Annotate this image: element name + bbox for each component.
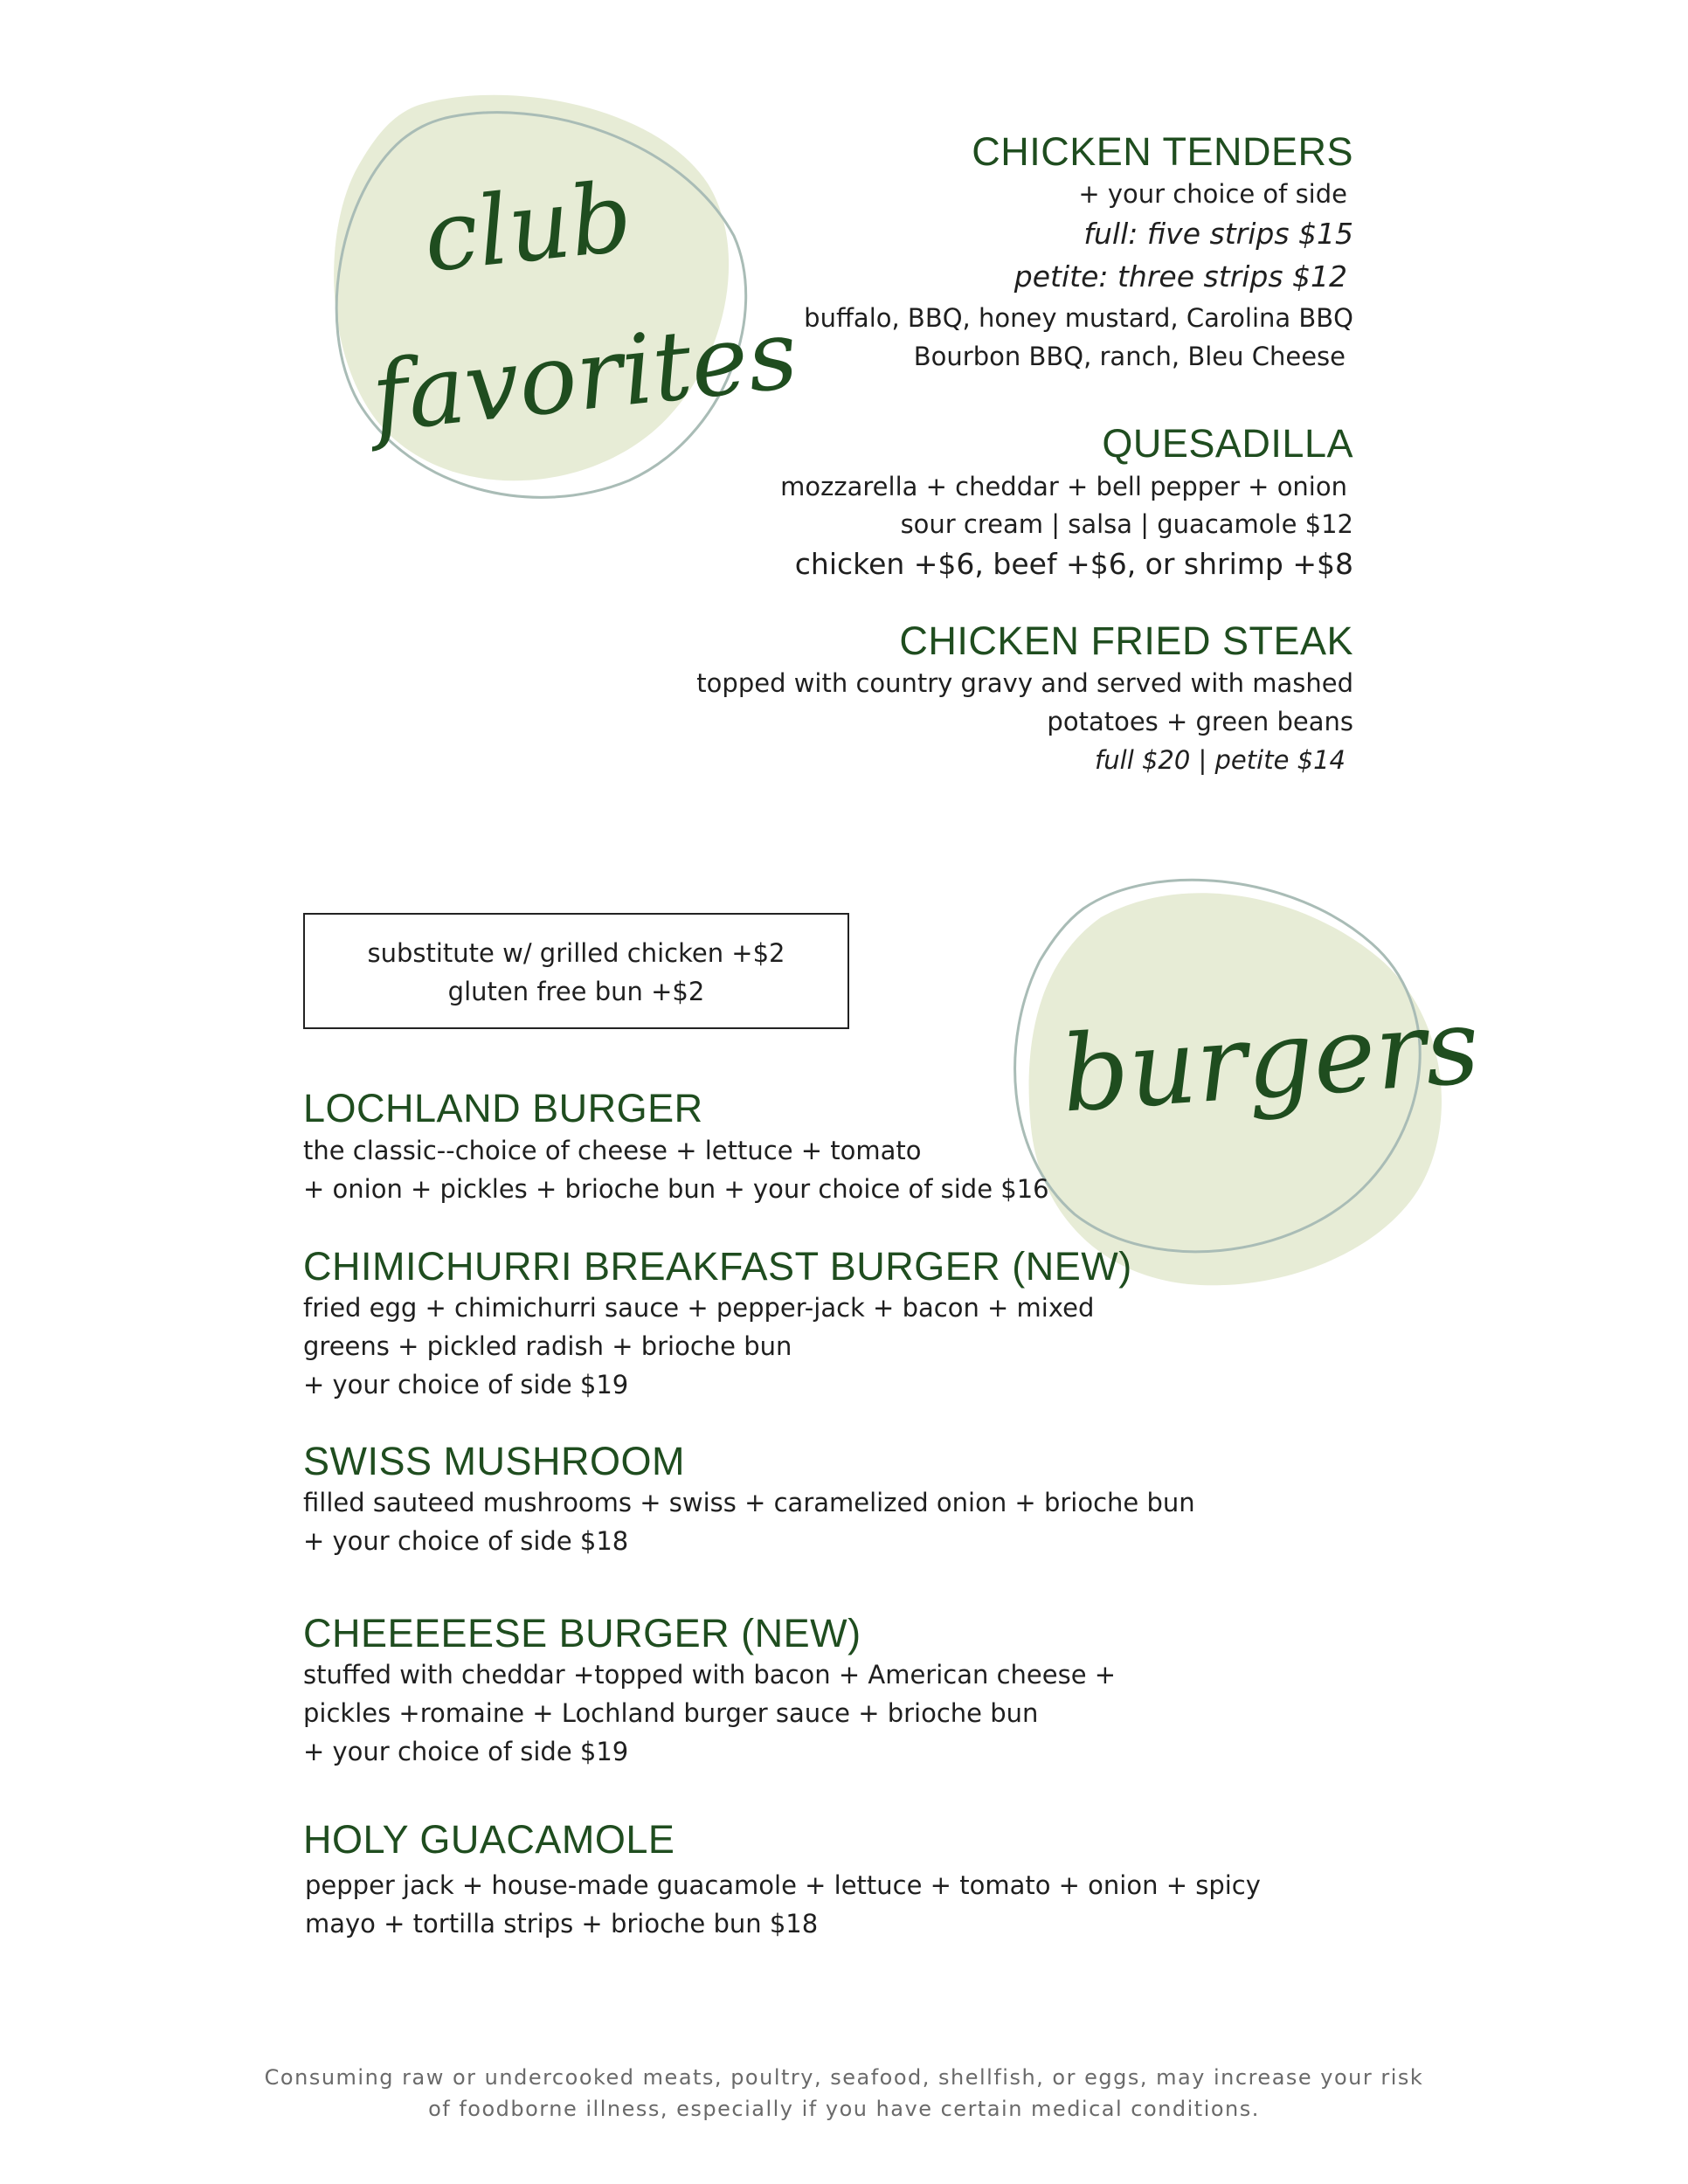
- item-line: pickles +romaine + Lochland burger sauce + brioche bun: [303, 1698, 1039, 1728]
- item-line: filled sauteed mushrooms + swiss + caramelized onion + brioche bun: [303, 1488, 1195, 1517]
- item-price-line: petite: three strips $12: [1013, 259, 1347, 294]
- item-line: pepper jack + house-made guacamole + lettuce + tomato + onion + spicy: [305, 1870, 1261, 1900]
- item-name-swiss-mushroom: SWISS MUSHROOM: [303, 1439, 686, 1483]
- item-price-line: full $20 | petite $14: [1095, 745, 1346, 775]
- club-favorites-title-line1: club: [418, 160, 638, 294]
- item-name-cheeeeese-burger: CHEEEEESE BURGER (NEW): [303, 1611, 861, 1655]
- item-line: fried egg + chimichurri sauce + pepper-jack + bacon + mixed: [303, 1293, 1095, 1323]
- item-line: + your choice of side: [1078, 179, 1347, 209]
- item-line: sour cream | salsa | guacamole $12: [900, 509, 1353, 539]
- item-line: + your choice of side $19: [303, 1737, 629, 1766]
- item-line: chicken +$6, beef +$6, or shrimp +$8: [794, 547, 1353, 581]
- food-safety-disclaimer: [262, 2062, 1426, 2125]
- item-line: Bourbon BBQ, ranch, Bleu Cheese: [913, 342, 1346, 371]
- item-line: buffalo, BBQ, honey mustard, Carolina BBQ: [804, 303, 1353, 333]
- item-name-chicken-tenders: CHICKEN TENDERS: [972, 129, 1353, 174]
- disclaimer-line: Consuming raw or undercooked meats, poultry, seafood, shellfish, or eggs, may increase your risk: [264, 2065, 1424, 2090]
- item-name-holy-guacamole: HOLY GUACAMOLE: [303, 1817, 675, 1862]
- item-line: + onion + pickles + brioche bun + your choice of side $16: [303, 1174, 1049, 1204]
- item-line: potatoes + green beans: [1047, 707, 1353, 736]
- item-name-chimichurri-breakfast-burger: CHIMICHURRI BREAKFAST BURGER (NEW): [303, 1244, 1132, 1289]
- item-line: stuffed with cheddar +topped with bacon + American cheese +: [303, 1660, 1117, 1690]
- item-name-chicken-fried-steak: CHICKEN FRIED STEAK: [899, 619, 1353, 663]
- substitutions-box: [303, 913, 849, 1029]
- substitution-line: gluten free bun +$2: [447, 977, 705, 1006]
- item-name-quesadilla: QUESADILLA: [1102, 421, 1353, 466]
- disclaimer-line: of foodborne illness, especially if you have certain medical conditions.: [428, 2097, 1260, 2121]
- item-price-line: full: five strips $15: [1083, 217, 1353, 251]
- item-name-lochland-burger: LOCHLAND BURGER: [303, 1086, 703, 1130]
- club-favorites-title-line2: favorites: [366, 297, 803, 454]
- burgers-title: burgers: [1057, 985, 1484, 1137]
- item-line: mayo + tortilla strips + brioche bun $18: [305, 1909, 819, 1939]
- item-line: the classic--choice of cheese + lettuce + tomato: [303, 1136, 922, 1165]
- item-line: topped with country gravy and served with mashed: [696, 668, 1353, 698]
- item-line: + your choice of side $19: [303, 1370, 629, 1400]
- item-line: mozzarella + cheddar + bell pepper + onion: [780, 472, 1347, 501]
- item-line: + your choice of side $18: [303, 1526, 629, 1556]
- substitution-line: substitute w/ grilled chicken +$2: [367, 938, 785, 968]
- item-line: greens + pickled radish + brioche bun: [303, 1331, 792, 1361]
